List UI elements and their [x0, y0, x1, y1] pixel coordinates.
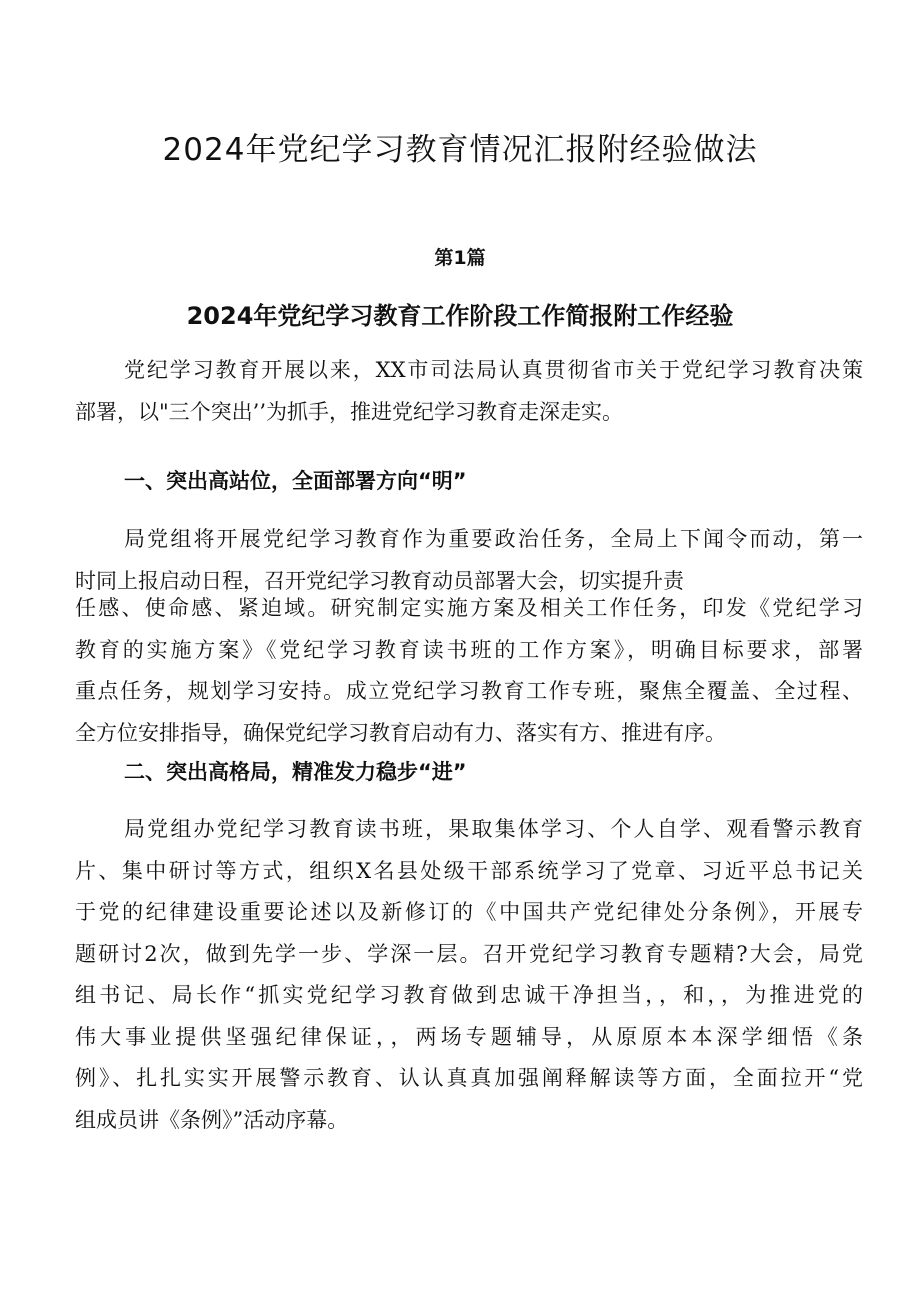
paragraph-line: 例》、扎扎实实开展警示教育、认认真真加强阐释解读等方面，全面拉开“党 [75, 1066, 863, 1090]
paragraph-line: 题研讨2次，做到先学一步、学深一层。召开党纪学习教育专题精?大会，局党 [75, 941, 863, 966]
paragraph-line: 组成员讲《条例》”活动序幕。 [75, 1107, 349, 1132]
paragraph-line: 局党组办党纪学习教育读书班，果取集体学习、个人自学、观看警示教育 [124, 817, 863, 841]
intro-line: 党纪学习教育开展以来，XX市司法局认真贯彻省市关于党纪学习教育决策 [124, 358, 863, 382]
section-1-heading: 一、突出高站位，全面部署方向“明” [124, 469, 467, 493]
intro-line: 部署，以"三个突出’’为抓手，推进党纪学习教育走深走实。 [75, 399, 624, 424]
paragraph-line: 时同上报启动日程，召开党纪学习教育动员部署大会，切实提升责 [75, 568, 684, 593]
section-2-heading: 二、突出高格局，精准发力稳步“进” [124, 760, 467, 784]
paragraph-line: 任感、使命感、紧迫域。研究制定实施方案及相关工作任务，印发《党纪学习 [75, 596, 863, 620]
paragraph-line: 于党的纪律建设重要论述以及新修订的《中国共产党纪律处分条例》，开展专 [75, 900, 863, 924]
paragraph-line: 重点任务，规划学习安持。成立党纪学习教育工作专班，聚焦全覆盖、全过程、 [75, 679, 863, 703]
section-2-paragraph [75, 809, 863, 1141]
paragraph-line: 教育的实施方案》《党纪学习教育读书班的工作方案》，明确目标要求，部署 [75, 637, 863, 662]
article-title: 2024年党纪学习教育工作阶段工作简报附工作经验 [186, 302, 734, 330]
part-label: 第1篇 [434, 247, 486, 269]
paragraph-line: 伟大事业提供坚强纪律保证，，两场专题辅导，从原原本本深学细悟《条 [75, 1024, 863, 1049]
paragraph-line: 全方位安排指导，确保党纪学习教育启动有力、落实有方、推进有序。 [75, 720, 726, 745]
paragraph-line: 组书记、局长作“抓实党纪学习教育做到忠诚干净担当，，和，，为推进党的 [75, 983, 863, 1007]
section-1-paragraph-b [75, 588, 863, 754]
intro-paragraph [75, 350, 863, 433]
document-title: 2024年党纪学习教育情况汇报附经验做法 [162, 132, 758, 168]
paragraph-line: 局党组将开展党纪学习教育作为重要政治任务，全局上下闻令而动，第一 [124, 527, 863, 551]
paragraph-line: 片、集中研讨等方式，组织X名县处级干部系统学习了党章、习近平总书记关 [75, 858, 863, 883]
